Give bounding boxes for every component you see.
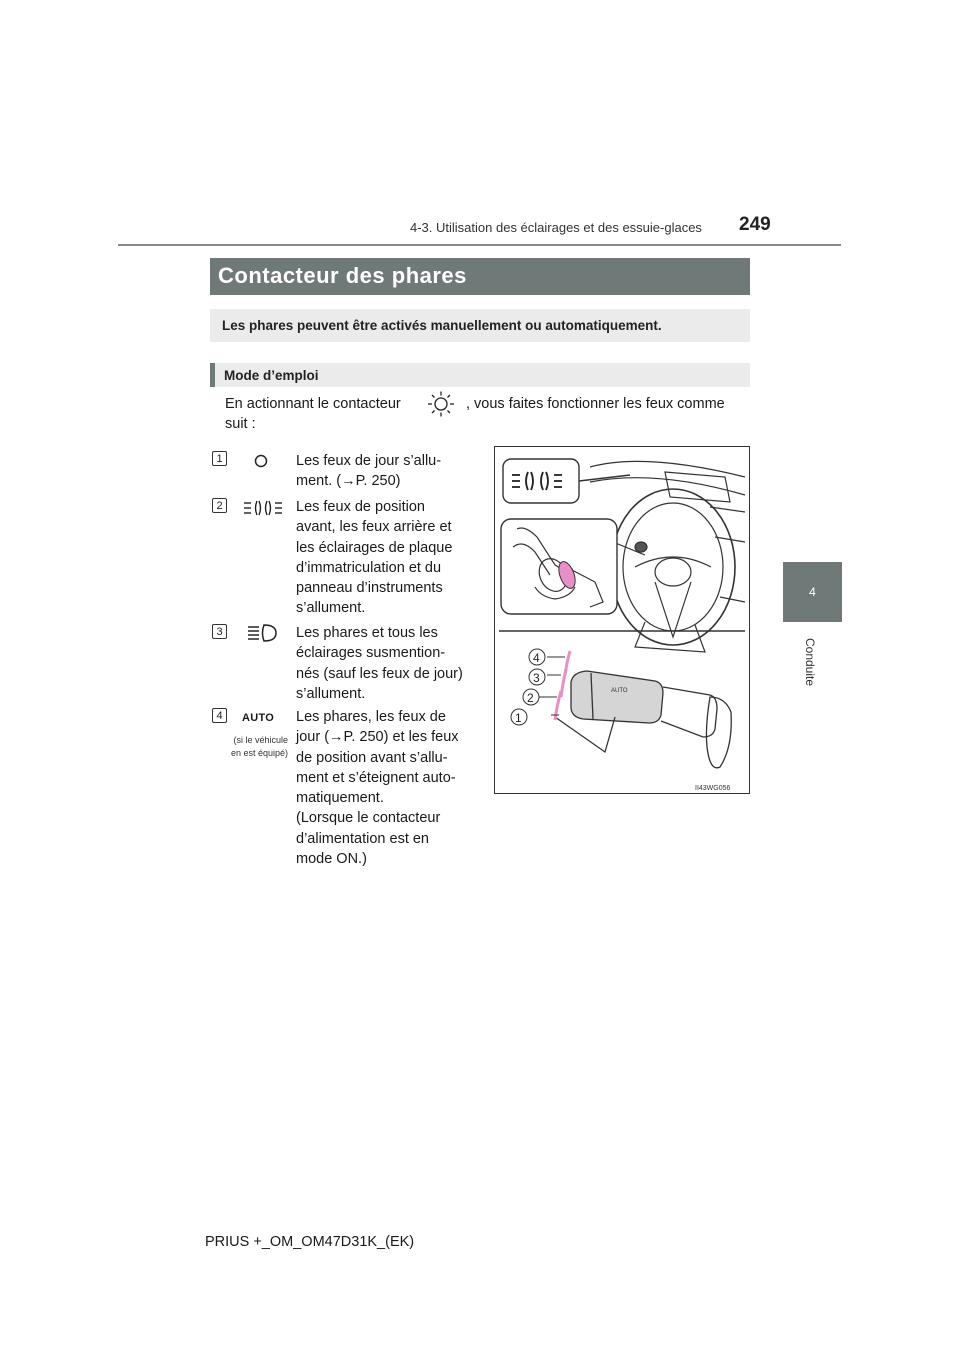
item-3-description [296, 623, 471, 704]
chapter-label [760, 632, 860, 692]
item-3-number: 3 [212, 624, 227, 639]
item-1-description [296, 451, 471, 492]
item-4-number: 4 [212, 708, 227, 723]
item-4-line: matiquement. [296, 790, 384, 807]
headlight-switch-icon [424, 391, 458, 417]
page-title: Contacteur des phares [218, 263, 467, 288]
subheading-accent [210, 363, 215, 387]
callout-4: 4 [533, 651, 540, 665]
item-4-line: ment et s’éteignent auto- [296, 769, 456, 786]
page-number: 249 [739, 214, 771, 235]
headlights-icon [246, 623, 278, 643]
figure-code: II43WG056 [695, 785, 731, 792]
item-2-line: s’allument. [296, 600, 366, 617]
subheading: Mode d’emploi [224, 368, 319, 383]
document-code: PRIUS +_OM_OM47D31K_(EK) [205, 1234, 415, 1250]
item-4-line: Les phares, les feux de [296, 709, 446, 725]
item-3-line: s’allument. [296, 685, 366, 702]
rotation-arrows [555, 651, 570, 720]
item-1-line: ment. (→P. 250) [296, 473, 401, 490]
item-4-line: d’alimentation est en [296, 830, 429, 847]
auto-label: AUTO [242, 712, 275, 724]
chapter-label-text: Conduite [802, 637, 817, 687]
intro-box [210, 309, 750, 342]
item-2-line: les éclairages de plaque [296, 539, 453, 556]
section-header: 4-3. Utilisation des éclairages et des essuie-glaces [410, 220, 702, 235]
illustration [494, 446, 750, 794]
item-2-number: 2 [212, 498, 227, 513]
item-2-line: Les feux de position [296, 499, 425, 515]
item-2-description [296, 497, 471, 619]
instruction-line2: suit : [225, 416, 256, 432]
auto-note: (si le véhicule en est équipé) [230, 735, 288, 758]
item-1-line: Les feux de jour s’allu- [296, 453, 442, 469]
item-3-line: éclairages susmention- [296, 645, 446, 662]
item-2-line: panneau d’instruments [296, 580, 443, 597]
callout-1: 1 [515, 711, 522, 725]
callout-3: 3 [533, 671, 540, 685]
illustration-drawing [495, 447, 749, 793]
item-3-line: Les phares et tous les [296, 625, 438, 641]
item-4-line: de position avant s’allu- [296, 749, 448, 766]
item-2-line: d’immatriculation et du [296, 559, 442, 576]
subheading-bar [210, 363, 750, 387]
item-4-line: (Lorsque le contacteur [296, 810, 441, 827]
item-4-description [296, 707, 471, 869]
position-lights-icon [243, 498, 283, 518]
item-1-number: 1 [212, 451, 227, 466]
item-2-line: avant, les feux arrière et [296, 519, 452, 536]
circle-off-icon [254, 454, 268, 468]
instruction-before: En actionnant le contacteur [225, 396, 401, 412]
header-rule [118, 244, 841, 246]
callout-2: 2 [527, 691, 534, 705]
switch-auto-text: AUTO [611, 688, 628, 694]
intro-text: Les phares peuvent être activés manuellement ou automatiquement. [222, 318, 662, 333]
item-4-line: jour (→P. 250) et les feux [296, 729, 459, 746]
instruction-after: , vous faites fonctionner les feux comme [466, 396, 725, 412]
chapter-tab: 4 [783, 562, 842, 622]
title-bar [210, 258, 750, 295]
item-4-line: mode ON.) [296, 851, 367, 868]
item-3-line: nés (sauf les feux de jour) [296, 665, 463, 682]
